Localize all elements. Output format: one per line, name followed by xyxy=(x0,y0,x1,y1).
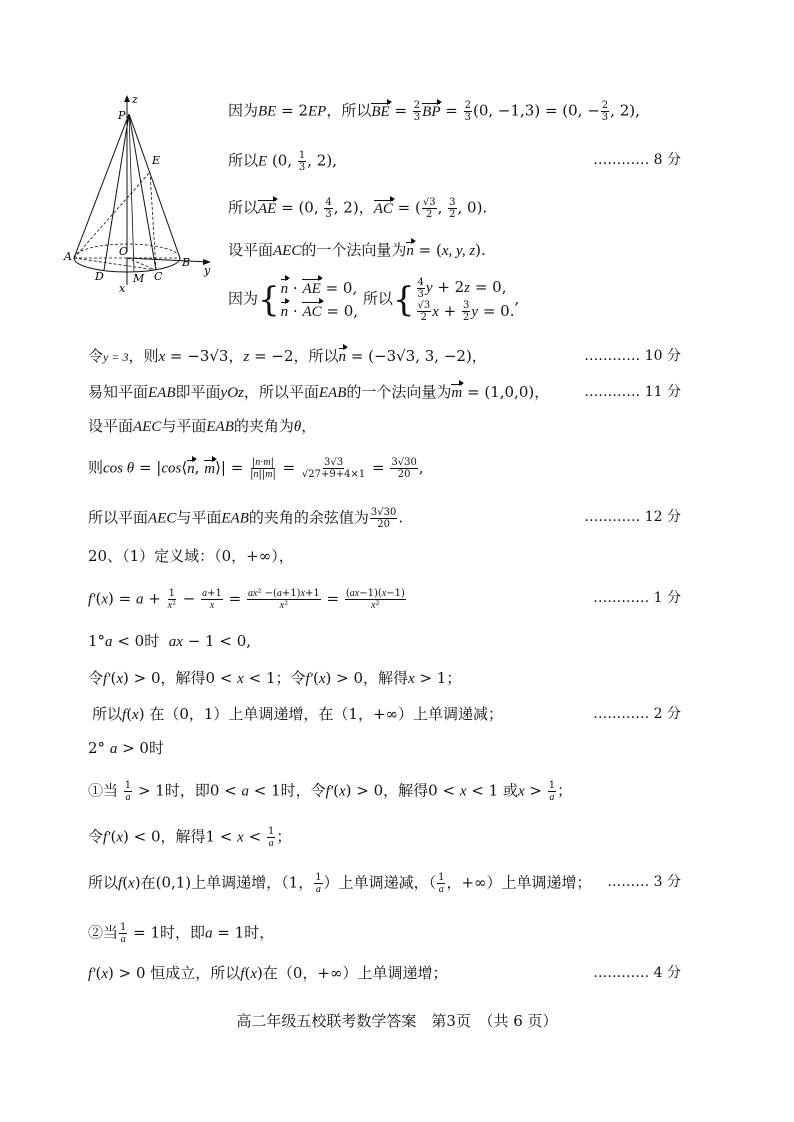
line-plane-eab-normal: 易知平面EAB即平面yOz，所以平面EAB的一个法向量为m = (1,0,0)， xyxy=(88,383,550,401)
line-cos-result: 所以平面AEC与平面EAB的夹角的余弦值为 $\frac{3√30}{20}$ . xyxy=(88,507,404,530)
label-P: P xyxy=(118,109,126,122)
label-O: O xyxy=(119,245,129,258)
text-let2: ；令 xyxy=(275,669,306,687)
points-8: ………… 8 分 xyxy=(593,152,681,168)
text-so-plane: 所以平面 xyxy=(88,508,149,527)
text-angle-is: 的夹角为 xyxy=(233,417,294,435)
line-sub1: ①当 $\frac{1}{a}$ > 1时，即0 < a < 1时，令f′(x) > 0，解得0 < x < 1 或x > $\frac{1}{a}$ ； xyxy=(88,780,573,803)
y-axis xyxy=(127,258,208,262)
segment-AE xyxy=(74,172,150,258)
text-solve: ，解得 xyxy=(160,827,206,846)
label-C: C xyxy=(154,270,163,283)
text-solve: ，解得 xyxy=(383,781,429,800)
text-in: 在 xyxy=(140,873,156,892)
text-case2: 2° xyxy=(88,739,106,757)
text-so: 所以 xyxy=(228,198,259,217)
text-dec: ）上单调递减，（ xyxy=(323,873,437,892)
text-so: ，所以 xyxy=(326,101,372,120)
text-inc: 在（0，+∞）上单调递增； xyxy=(262,964,448,982)
label-M: M xyxy=(133,272,145,285)
points-12: ………… 12 分 xyxy=(584,509,681,525)
text-let: 令 xyxy=(88,347,104,365)
line-case1: 1°a < 0时 ax − 1 < 0, xyxy=(88,632,252,650)
page-footer: 高二年级五校联考数学答案 第3页 （共 6 页） xyxy=(236,1012,558,1030)
line-sub2: ②当 $\frac{1}{a}$ = 1时，即a = 1时， xyxy=(88,922,275,945)
label-B: B xyxy=(182,256,191,269)
text-is-plane: 即平面 xyxy=(175,383,221,401)
text-so: 所以 xyxy=(88,873,119,892)
text-so: 所以 xyxy=(228,151,259,170)
segment-AC xyxy=(74,258,156,270)
segment-OC xyxy=(127,258,156,270)
points-1: ………… 1 分 xyxy=(593,590,681,606)
text-y-equals-3: y = 3 xyxy=(103,350,129,364)
line-case1-solve: 令f′(x) > 0，解得0 < x < 1；令f′(x) > 0，解得x > 1； xyxy=(88,669,462,687)
line-angle-def: 设平面AEC与平面EAB的夹角为θ， xyxy=(88,417,317,435)
text-let: 时，令 xyxy=(280,781,326,800)
text-normal-vector: 的一个法向量为 xyxy=(301,241,407,259)
text-solve: ，解得 xyxy=(363,669,409,687)
text-always: 恒成立，所以 xyxy=(150,964,241,982)
text-then: 则 xyxy=(88,458,104,477)
line-normal-solution: 令y = 3，则x = −3√3，z = −2，所以n = (−3√3, 3, −2)， xyxy=(88,347,487,365)
text-inc2: ，+∞）上单调递增； xyxy=(446,873,592,892)
text-so: 所以 xyxy=(92,705,123,723)
label-E: E xyxy=(152,154,161,167)
line-system: 因为 { n · AE = 0, n · AC = 0, 所以 { $\frac{4}{3}$ y + 2z = 0, $\frac{√3}{2}$ x + $\frac{3}{2}$ y = 0. , xyxy=(228,276,520,323)
line-q20-domain: 20、（1）定义域：（0，+∞）， xyxy=(88,547,294,565)
points-11: ………… 11 分 xyxy=(584,384,681,400)
line-case2: 2° a > 0时 xyxy=(88,739,164,757)
line-derivative: f′(x) = a + $\frac{1}{\text{x²}}$ − $\frac{a+1}{x}$ = $\frac{\text{ax² −(a+1)x+1}}{\text{x²}}$ = $\frac{(ax-1)(x-1)}{\text{x²}}$ xyxy=(88,588,405,611)
text-when: 时 xyxy=(148,739,164,757)
edge-PB xyxy=(129,114,180,258)
line-normal-vector-def: 设平面AEC的一个法向量为n = (x, y, z). xyxy=(228,241,486,259)
line-sub1-monotonic: 所以f(x)在(0,1)上单调递增，（1， $\frac{1}{a}$ ）上单调递减，（ $\frac{1}{a}$ ，+∞）上单调递增； xyxy=(88,872,592,895)
z-axis-arrow xyxy=(124,95,130,102)
text-solve: ，解得 xyxy=(160,669,206,687)
edge-PA xyxy=(74,114,129,258)
text-sub2-when: ②当 xyxy=(88,923,119,942)
text-case1: 1° xyxy=(88,632,106,650)
text-or: 或 xyxy=(502,781,518,800)
points-4: ………… 4 分 xyxy=(593,965,681,981)
text-normal-vector: 的一个法向量为 xyxy=(346,383,452,401)
text-let-plane: 设平面 xyxy=(228,241,274,259)
text-sub1-when: ①当 xyxy=(88,781,119,800)
text-when: 时 xyxy=(144,632,160,650)
text-i-e: 时，即 xyxy=(164,781,210,800)
text-monotonic: 在（0，1）上单调递增，在（1，+∞）上单调递减； xyxy=(149,705,504,723)
text-so-plane: ，所以平面 xyxy=(243,383,319,401)
points-10: ………… 10 分 xyxy=(584,348,681,364)
text-let-plane: 设平面 xyxy=(88,417,134,435)
text-when: 时， xyxy=(244,923,275,942)
cone-figure xyxy=(62,92,222,302)
line-be-2ep: 因为BE = 2EP，所以BE = $\frac{2}{3}$ BP = $\frac{2}{3}$ (0, −1,3) = (0, − $\frac{2}{3}$ , 2), xyxy=(228,100,640,123)
text-so: 所以 xyxy=(362,289,393,308)
points-2: ………… 2 分 xyxy=(593,706,681,722)
line-case1-monotonic: 所以f(x) 在（0，1）上单调递增，在（1，+∞）上单调递减； xyxy=(92,705,504,723)
text-i-e: 时，即 xyxy=(160,923,206,942)
text-because: 因为 xyxy=(228,101,259,120)
text-let: 令 xyxy=(88,827,104,846)
text-and-plane: 与平面 xyxy=(161,417,207,435)
label-z: z xyxy=(132,93,138,106)
label-A: A xyxy=(64,250,72,263)
label-y: y xyxy=(204,264,211,277)
line-sub2-monotonic: f′(x) > 0 恒成立，所以f(x)在（0，+∞）上单调递增； xyxy=(88,964,448,982)
text-and-plane: 与平面 xyxy=(176,508,222,527)
points-3: ……… 3 分 xyxy=(607,874,681,890)
text-then: ，则 xyxy=(128,347,159,365)
text-let: 令 xyxy=(88,669,104,687)
line-point-e: 所以E (0, $\frac{1}{3}$ , 2), xyxy=(228,150,337,173)
text-easy-know: 易知平面 xyxy=(88,383,149,401)
line-sub1-solve: 令f′(x) < 0，解得1 < x < $\frac{1}{a}$ ； xyxy=(88,826,292,849)
label-D: D xyxy=(95,270,104,283)
line-vectors-ae-ac: 所以AE = (0, $\frac{4}{3}$ , 2)，AC = ( $\frac{√3}{2}$ , $\frac{3}{2}$ , 0). xyxy=(228,197,488,220)
text-cosine-is: 的夹角的余弦值为 xyxy=(248,508,369,527)
text-so: ，所以 xyxy=(293,347,339,365)
text-because: 因为 xyxy=(228,289,259,308)
line-cos-calc: 则cos θ = |cos⟨n, m⟩| = $\frac{|n\cdot m|}{|n||m|}$ = $\frac{3√3}{√27+9+4\times 1}$ = $\frac{3√30}{20}$ , xyxy=(88,457,424,480)
label-x: x xyxy=(119,282,126,295)
text-inc: 上单调递增，（1， xyxy=(191,873,314,892)
